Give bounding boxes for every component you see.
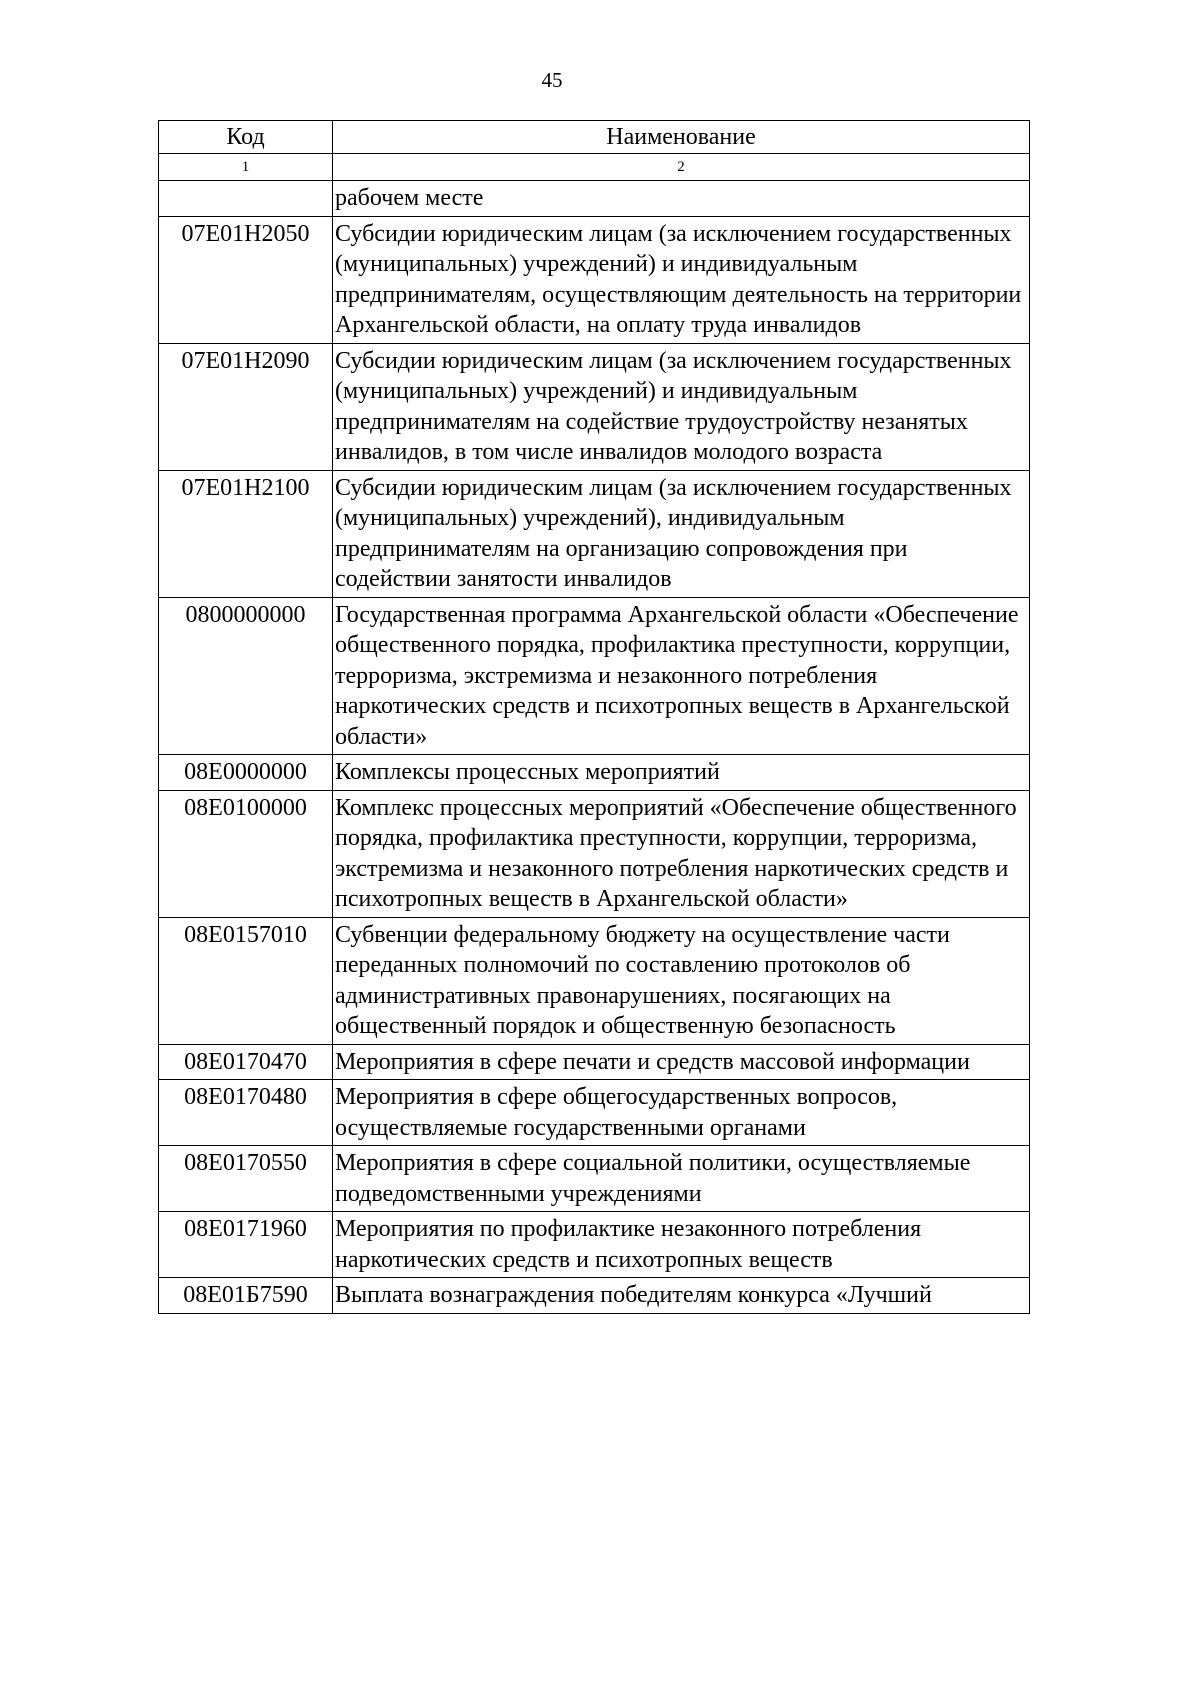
row-name: Мероприятия в сфере общегосударственных вопросов, осуществляемые государственными органами	[333, 1080, 1030, 1146]
row-code: 08Е0170470	[159, 1044, 333, 1080]
table-row	[159, 1146, 1030, 1212]
table-row	[159, 1080, 1030, 1146]
row-code: 08Е0170550	[159, 1146, 333, 1212]
row-code: 08Е0171960	[159, 1212, 333, 1278]
table-row	[159, 470, 1030, 597]
row-code: 07Е01Н2050	[159, 216, 333, 343]
table-row	[159, 597, 1030, 755]
row-name: Комплекс процессных мероприятий «Обеспечение общественного порядка, профилактика преступности, коррупции, терроризма, экстремизма и незаконного потребления наркотических средств и психотропных веществ в Архангельской области»	[333, 790, 1030, 917]
table-row	[159, 1278, 1030, 1314]
row-code	[159, 181, 333, 217]
row-code: 08Е01Б7590	[159, 1278, 333, 1314]
row-code: 08Е0170480	[159, 1080, 333, 1146]
column-number-2: 2	[333, 154, 1030, 181]
row-name: Комплексы процессных мероприятий	[333, 755, 1030, 791]
row-name: Субвенции федеральному бюджету на осуществление части переданных полномочий по составлению протоколов об административных правонарушениях, посягающих на общественный порядок и общественную безопасность	[333, 917, 1030, 1044]
header-code: Код	[159, 121, 333, 154]
row-name: Государственная программа Архангельской области «Обеспечение общественного порядка, профилактика преступности, коррупции, терроризма, экстремизма и незаконного потребления наркотических средств и психотропных веществ в Архангельской области»	[333, 597, 1030, 755]
table-row	[159, 1212, 1030, 1278]
column-number-1: 1	[159, 154, 333, 181]
row-code: 07Е01Н2090	[159, 343, 333, 470]
table-row	[159, 181, 1030, 217]
header-name: Наименование	[333, 121, 1030, 154]
row-code: 08Е0157010	[159, 917, 333, 1044]
row-code: 07Е01Н2100	[159, 470, 333, 597]
row-name: Выплата вознаграждения победителям конкурса «Лучший	[333, 1278, 1030, 1314]
page-number: 45	[541, 68, 563, 92]
table-row	[159, 917, 1030, 1044]
budget-codes-table	[158, 120, 1030, 1314]
row-name: Мероприятия в сфере социальной политики, осуществляемые подведомственными учреждениями	[333, 1146, 1030, 1212]
column-number-row	[159, 154, 1030, 181]
table-row	[159, 343, 1030, 470]
table-row	[159, 755, 1030, 791]
row-name: Мероприятия в сфере печати и средств массовой информации	[333, 1044, 1030, 1080]
row-name: Субсидии юридическим лицам (за исключением государственных (муниципальных) учреждений), индивидуальным предпринимателям на организацию сопровождения при содействии занятости инвалидов	[333, 470, 1030, 597]
row-code: 0800000000	[159, 597, 333, 755]
table-row	[159, 1044, 1030, 1080]
row-name: рабочем месте	[333, 181, 1030, 217]
header-row	[159, 121, 1030, 154]
row-name: Субсидии юридическим лицам (за исключением государственных (муниципальных) учреждений) и индивидуальным предпринимателям на содействие трудоустройству незанятых инвалидов, в том числе инвалидов молодого возраста	[333, 343, 1030, 470]
row-code: 08Е0000000	[159, 755, 333, 791]
row-name: Субсидии юридическим лицам (за исключением государственных (муниципальных) учреждений) и индивидуальным предпринимателям, осуществляющим деятельность на территории Архангельской области, на оплату труда инвалидов	[333, 216, 1030, 343]
row-code: 08Е0100000	[159, 790, 333, 917]
row-name: Мероприятия по профилактике незаконного потребления наркотических средств и психотропных веществ	[333, 1212, 1030, 1278]
table-row	[159, 790, 1030, 917]
table-row	[159, 216, 1030, 343]
